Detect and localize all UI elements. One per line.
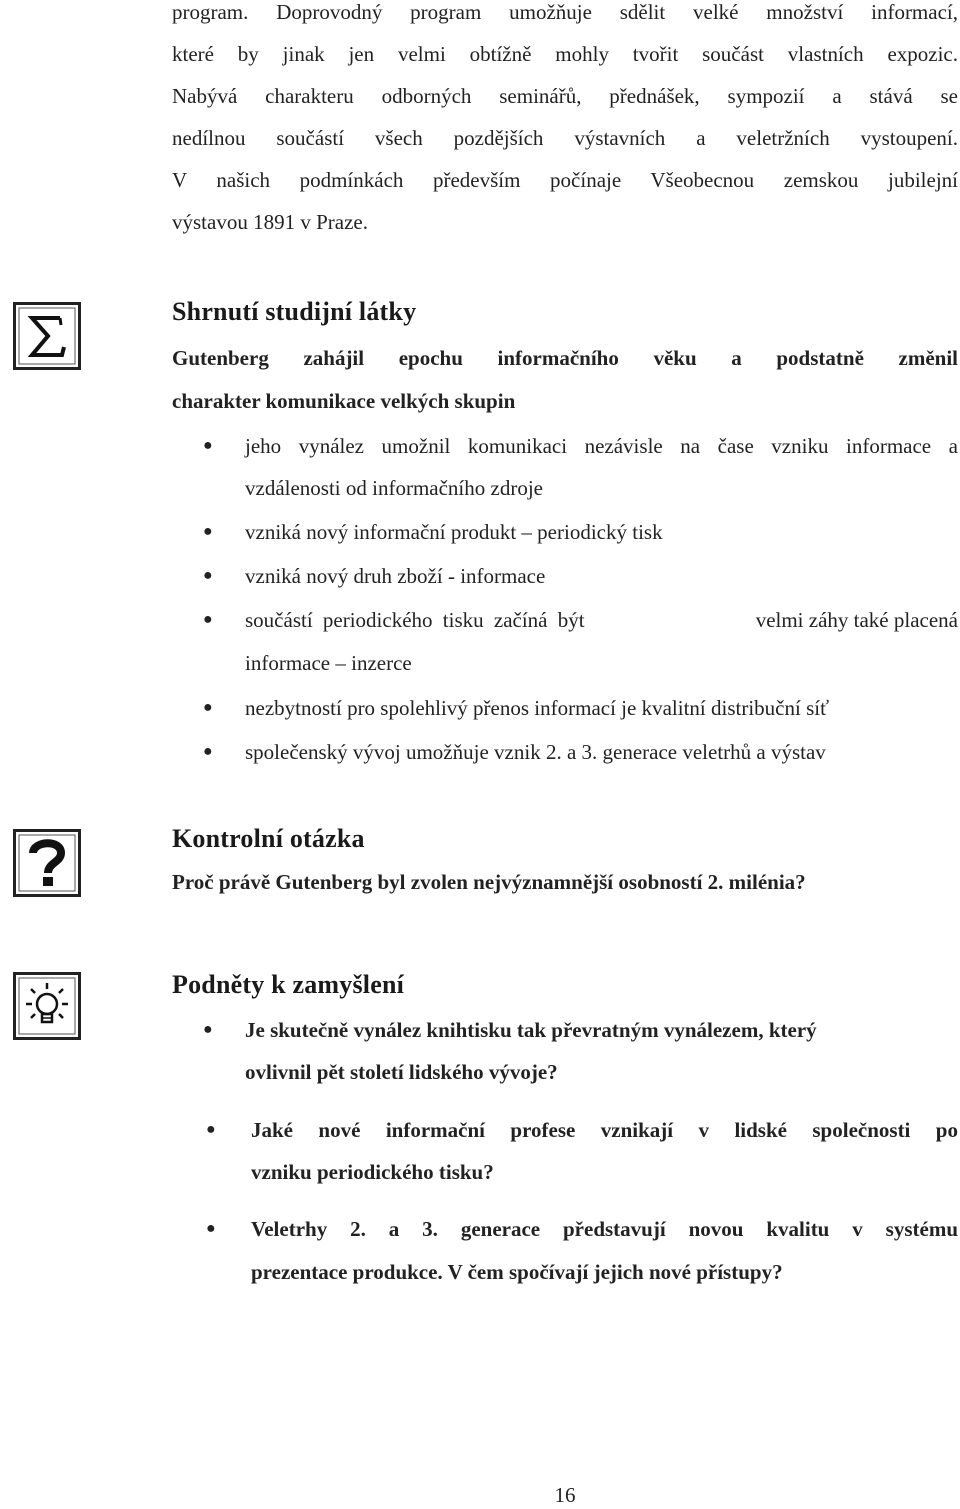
summary-title: Shrnutí studijní látky [172, 297, 417, 326]
summary-lead-line: charakter komunikace velkých skupin [172, 389, 516, 413]
lightbulb-icon [13, 972, 81, 1040]
list-item: vzniká nový informační produkt – periodický tisk [245, 520, 663, 544]
question-text: Proč právě Gutenberg byl zvolen nejvýznamnější osobností 2. milénia? [172, 870, 806, 894]
list-item: vzdálenosti od informačního zdroje [245, 476, 543, 500]
list-item: ovlivnil pět století lidského vývoje? [245, 1060, 558, 1084]
bullet-icon: ● [203, 567, 213, 584]
intro-line: Nabývá charakteru odborných seminářů, přednášek, sympozií a stává se [172, 84, 958, 108]
bullet-icon: ● [203, 437, 213, 454]
bullet-icon: ● [203, 699, 213, 716]
summary-lead-line: Gutenberg zahájil epochu informačního věku a podstatně změnil [172, 346, 958, 370]
bullet-icon: ● [206, 1220, 216, 1237]
intro-line: program. Doprovodný program umožňuje sdělit velké množství informací, [172, 0, 958, 24]
list-item: jeho vynález umožnil komunikaci nezávisle na čase vzniku informace a [245, 434, 958, 458]
bullet-icon: ● [203, 743, 213, 760]
bullet-icon: ● [206, 1121, 216, 1138]
question-mark-icon [13, 829, 81, 897]
intro-line: které by jinak jen velmi obtížně mohly tvořit součást vlastních expozic. [172, 42, 958, 66]
intro-line: nedílnou součástí všech pozdějších výstavních a veletržních vystoupení. [172, 126, 958, 150]
bullet-icon: ● [203, 1021, 213, 1038]
list-item: Jaké nové informační profese vznikají v lidské společnosti po [251, 1118, 958, 1142]
list-item: velmi záhy také placená [755, 608, 958, 632]
list-item: prezentace produkce. V čem spočívají jejich nové přístupy? [251, 1260, 783, 1284]
list-item: společenský vývoj umožňuje vznik 2. a 3. generace veletrhů a výstav [245, 740, 826, 764]
reflection-title: Podněty k zamyšlení [172, 970, 405, 999]
list-item: Je skutečně vynález knihtisku tak převratným vynálezem, který [245, 1018, 817, 1042]
page-number: 16 [554, 1483, 576, 1507]
list-item: vzniká nový druh zboží - informace [245, 564, 546, 588]
bullet-icon: ● [203, 611, 213, 628]
sigma-icon [13, 302, 81, 370]
list-item: Veletrhy 2. a 3. generace představují novou kvalitu v systému [251, 1217, 958, 1241]
list-item: nezbytností pro spolehlivý přenos informací je kvalitní distribuční síť [245, 696, 830, 720]
intro-line: V našich podmínkách především počínaje Všeobecnou zemskou jubilejní [172, 168, 958, 192]
intro-line: výstavou 1891 v Praze. [172, 210, 368, 234]
list-item: informace – inzerce [245, 651, 412, 675]
question-title: Kontrolní otázka [172, 824, 365, 853]
list-item: součástí periodického tisku začíná být [245, 608, 585, 632]
list-item: vzniku periodického tisku? [251, 1160, 494, 1184]
bullet-icon: ● [203, 523, 213, 540]
